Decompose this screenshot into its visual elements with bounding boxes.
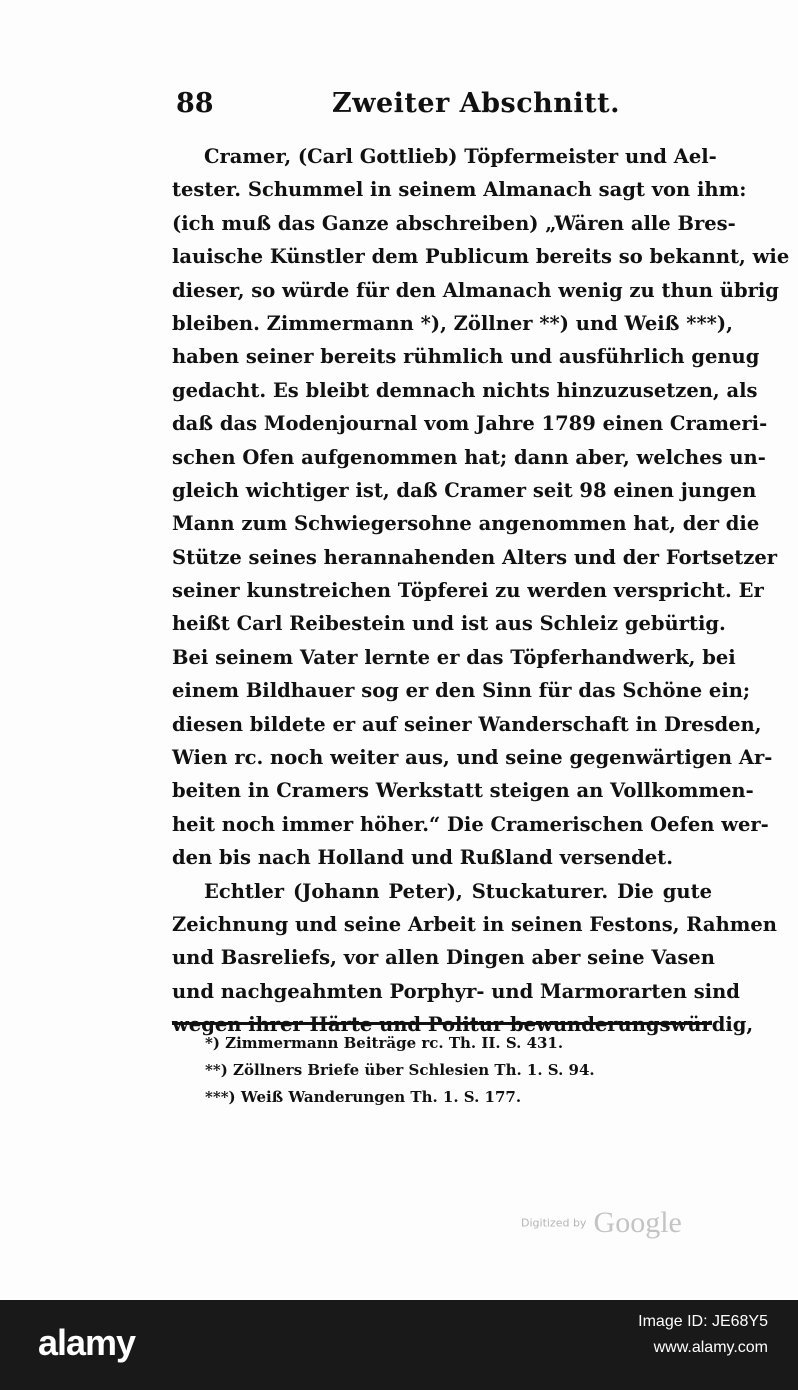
text-line: Bei seinem Vater lernte er das Töpferhandwerk, bei bbox=[172, 645, 736, 669]
text-line: gedacht. Es bleibt demnach nichts hinzuzusetzen, als bbox=[172, 378, 758, 402]
text-line: Echtler (Johann Peter), Stuckaturer. Die gute bbox=[204, 879, 712, 903]
image-id: Image ID: JE68Y5 bbox=[638, 1313, 768, 1330]
text-line: daß das Modenjournal vom Jahre 1789 einen Crameri- bbox=[172, 412, 768, 436]
text-line: bleiben. Zimmermann *), Zöllner **) und Weiß ***), bbox=[172, 311, 733, 335]
text-line: den bis nach Holland und Rußland versendet. bbox=[172, 846, 673, 870]
stock-brand-logo: alamy bbox=[38, 1322, 136, 1363]
text-line: gleich wichtiger ist, daß Cramer seit 98 einen jungen bbox=[172, 478, 757, 502]
text-line: heißt Carl Reibestein und ist aus Schleiz gebürtig. bbox=[172, 612, 726, 636]
footnote-divider bbox=[172, 1022, 712, 1025]
text-line: (ich muß das Ganze abschreiben) „Wären alle Bres- bbox=[172, 211, 736, 235]
text-line: Stütze seines herannahenden Alters und der Fortsetzer bbox=[172, 545, 778, 569]
text-line: dieser, so würde für den Almanach wenig zu thun übrig bbox=[172, 278, 779, 302]
text-line: schen Ofen aufgenommen hat; dann aber, welches un- bbox=[172, 445, 766, 469]
text-line: beiten in Cramers Werkstatt steigen an Vollkommen- bbox=[172, 779, 754, 803]
footnotes bbox=[205, 1030, 665, 1111]
text-line: Mann zum Schwiegersohne angenommen hat, der die bbox=[172, 512, 760, 536]
text-line: einem Bildhauer sog er den Sinn für das Schöne ein; bbox=[172, 679, 751, 703]
stock-info bbox=[638, 1310, 768, 1362]
google-logo: Google bbox=[593, 1206, 682, 1239]
footnote: **) Zöllners Briefe über Schlesien Th. 1. S. 94. bbox=[205, 1061, 595, 1079]
text-line: und Basreliefs, vor allen Dingen aber seine Vasen bbox=[172, 946, 715, 970]
text-line: und nachgeahmten Porphyr- und Marmorarten sind bbox=[172, 979, 740, 1003]
text-line: tester. Schummel in seinem Almanach sagt von ihm: bbox=[172, 178, 747, 202]
text-line: haben seiner bereits rühmlich und ausführlich genug bbox=[172, 345, 760, 369]
text-line: diesen bildete er auf seiner Wanderschaft in Dresden, bbox=[172, 712, 762, 736]
text-line: seiner kunstreichen Töpferei zu werden verspricht. Er bbox=[172, 579, 764, 603]
watermark-prefix: Digitized by bbox=[521, 1216, 587, 1230]
page-number: 88 bbox=[176, 88, 214, 119]
page-header bbox=[170, 88, 710, 128]
footnote: ***) Weiß Wanderungen Th. 1. S. 177. bbox=[205, 1088, 522, 1106]
footnote: *) Zimmermann Beiträge rc. Th. II. S. 431. bbox=[205, 1034, 564, 1052]
text-line: heit noch immer höher.“ Die Cramerischen Oefen wer- bbox=[172, 812, 769, 836]
text-line: lauische Künstler dem Publicum bereits so bekannt, wie bbox=[172, 245, 790, 269]
running-title: Zweiter Abschnitt. bbox=[332, 88, 620, 119]
stock-url: www.alamy.com bbox=[653, 1339, 768, 1356]
digitization-watermark bbox=[521, 1206, 682, 1246]
body-text bbox=[172, 140, 790, 1042]
text-line: wegen ihrer Härte und Politur bewunderungswürdig, bbox=[172, 1013, 754, 1037]
text-line: Wien rc. noch weiter aus, und seine gegenwärtigen Ar- bbox=[172, 746, 773, 770]
text-line: Cramer, (Carl Gottlieb) Töpfermeister und Ael- bbox=[204, 145, 717, 168]
text-line: Zeichnung und seine Arbeit in seinen Festons, Rahmen bbox=[172, 912, 777, 936]
